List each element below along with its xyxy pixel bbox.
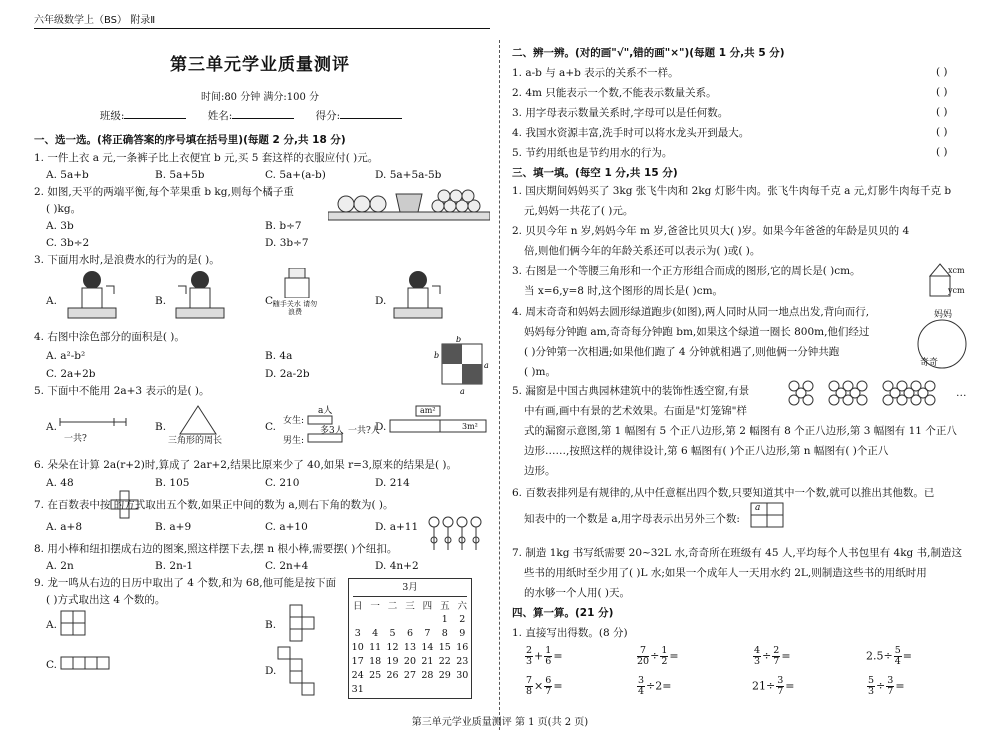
track-kid-label: 奇奇 [920,358,939,368]
q8-option-c: C. 2n+4 [265,560,309,572]
fill5-text-d: 边形……,按照这样的规律设计,第 6 幅图有( )个正八边形,第 n 幅图有( )个正八 [524,445,889,457]
calendar-grid [349,598,471,696]
q5-option-b: B. [155,421,167,433]
q1-option-a: A. 5a+b [46,169,89,181]
calendar-day: 15 [438,641,451,653]
calendar-day: 31 [351,683,364,695]
fig-x-label: xcm [948,266,965,275]
calendar-day: 11 [369,641,382,653]
calendar-day: 1 [441,613,448,625]
calc-item [636,646,679,667]
faucet-wash-figure-a [62,268,122,322]
calendar-day: 2 [459,613,466,625]
fill5-text: 5. 漏窗是中国古典园林建筑中的装饰性透空窗,有景 [512,385,750,397]
march-calendar [348,578,472,699]
calc-item [866,676,905,697]
q5-a-segment [58,408,128,428]
calc-item [524,646,563,667]
exam-meta: 时间:80 分钟 满分:100 分 [200,92,320,103]
tf-answer-box[interactable]: ( ) [936,106,948,118]
calendar-day [436,682,453,696]
q3-option-b: B. [155,295,167,307]
fig-y-label: ycm [948,286,965,295]
calc-fraction-a: $\frac{4}{3}$ [754,645,761,667]
calendar-day [366,682,383,696]
q5-d-label1: am² [420,406,436,415]
fill6-text: 6. 百数表排列是有规律的,从中任意框出四个数,只要知道其中一个数,就可以推出其他数。已 [512,487,935,499]
q2-option-a: A. 3b [46,220,74,232]
svg-text:a: a [484,361,489,370]
calendar-day: 18 [369,655,382,667]
calc-prefix: 2.5÷ [866,649,893,663]
q8-option-d: D. 4n+2 [375,560,419,572]
calendar-day: 25 [369,669,382,681]
calc-prefix: 21÷ [752,679,776,693]
q5-option-d: D. [375,421,387,433]
q7-option-b: B. a+9 [155,521,192,533]
q9-text-cont: ( )方式取出这 4 个数的。 [46,594,166,606]
class-blank[interactable] [124,118,186,119]
q6-option-a: A. 48 [46,477,74,489]
header-rule [34,28,490,29]
calendar-day: 29 [438,669,451,681]
class-label: 班级: [99,110,125,122]
q6-option-d: D. 214 [375,477,410,489]
column-divider [499,40,500,730]
q5-d-label2: 3m² [462,422,478,431]
calendar-day: 17 [351,655,364,667]
calc-fraction-a: $\frac{5}{3}$ [868,675,875,697]
calc-item [524,676,563,697]
q9-option-a: A. [46,619,57,631]
calendar-weekday: 二 [387,601,398,612]
calc-fraction-a: $\frac{7}{20}$ [637,645,650,667]
q7-text: 7. 在百数表中按 的方式取出五个数,如果正中间的数为 a,则右下角的数为( )。 [34,499,394,511]
q5-b-triangle [178,404,218,436]
section-calc: 四、算一算。(21 分) [512,607,614,619]
calendar-day: 26 [386,669,399,681]
fill5-text-b: 中有画,画中有景的艺术效果。右面是"灯笼锦"样 [524,405,747,417]
q1-option-d: D. 5a+5a-5b [375,169,442,181]
calc-equals: = [553,649,563,663]
fill1-text-cont: 元,妈妈一共花了( )元。 [524,205,634,217]
faucet-wash-figure-d [388,268,448,322]
calc1-text: 1. 直接写出得数。(8 分) [512,627,628,639]
calendar-day [454,682,471,696]
calc-fraction-b: $\frac{1}{2}$ [661,645,668,667]
q9-c-shape [60,656,110,672]
q4-text: 4. 右图中涂色部分的面积是( )。 [34,331,185,343]
q7-option-c: C. a+10 [265,521,308,533]
calc-item [636,676,671,697]
q5-a-label: 一共? [64,434,87,444]
q8-text: 8. 用小棒和纽扣摆成右边的图案,照这样摆下去,摆 n 根小棒,需要摆( )个纽扣。 [34,543,398,555]
tf-answer-box[interactable]: ( ) [936,126,948,138]
calc-suffix: ÷2= [646,679,672,693]
fill7-text-c: 的水够一个人用( )天。 [524,587,631,599]
q9-option-d: D. [265,665,277,677]
calendar-weekday: 五 [440,601,450,612]
calc-fraction-b: $\frac{3}{7}$ [887,675,894,697]
calendar-day: 28 [421,669,434,681]
calendar-day [401,612,418,626]
calc-fraction-a: $\frac{7}{8}$ [526,675,533,697]
q9-option-c: C. [46,659,57,671]
fill5-text-c: 式的漏窗示意图,第 1 幅图有 5 个正八边形,第 2 幅图有 8 个正八边形,第 3 幅图有 11 个正八 [524,425,957,437]
box-a-label: a [755,503,761,513]
book-header: 六年级数学上（BS） 附录Ⅱ [34,15,156,26]
calc-item [752,646,791,667]
fill4-text: 4. 周末奇奇和妈妈去圆形绿道跑步(如图),两人同时从同一地点出发,背向而行, [512,306,870,318]
calc-operator: × [534,679,544,693]
fill1-text: 1. 国庆期间妈妈买了 3kg 张飞牛肉和 2kg 灯影牛肉。张飞牛肉每千克 a 元,灯影牛肉每千克 b [512,185,952,197]
q5-option-c: C. [265,421,276,433]
score-label: 得分: [315,110,341,122]
calc-operator: ÷ [876,679,886,693]
q2-option-b: B. b÷7 [265,220,302,232]
calc-fraction-b: $\frac{6}{7}$ [545,675,552,697]
calc-item [866,646,912,667]
save-water-sign: 随手关水 请勿浪费 [272,300,318,316]
calc-operator: ÷ [762,649,772,663]
q6-text: 6. 朵朵在计算 2a(r+2)时,算成了 2ar+2,结果比原来少了 40,如果 r=3,原来的结果是( )。 [34,459,458,471]
tf-item: 5. 节约用纸也是节约用水的行为。 [512,147,673,159]
calendar-day: 10 [351,641,364,653]
calc-equals: = [781,649,791,663]
calc-fraction-a: $\frac{2}{3}$ [526,645,533,667]
fill4-text-c: ( )分钟第一次相遇;如果他们跑了 4 分钟就相遇了,则他俩一分钟共跑 [524,346,840,358]
section-true-false: 二、辨一辨。(对的画"√",错的画"×")(每题 1 分,共 5 分) [512,47,785,59]
fill4-text-d: ( )m。 [524,366,556,378]
calendar-day: 8 [441,627,448,639]
q2-option-d: D. 3b÷7 [265,237,309,249]
q5-b-label: 三角形的周长 [168,436,223,446]
calendar-weekday: 日 [352,601,363,612]
name-blank[interactable] [232,118,294,119]
q9-b-shape [276,604,316,644]
calendar-day: 9 [459,627,466,639]
tf-answer-box[interactable]: ( ) [936,146,948,158]
calendar-day: 6 [406,627,413,639]
q6-option-b: B. 105 [155,477,190,489]
q1-option-b: B. 5a+5b [155,169,205,181]
calendar-day: 21 [421,655,434,667]
q3-text: 3. 下面用水时,是浪费水的行为的是( )。 [34,254,220,266]
calendar-day [384,682,401,696]
q7-option-a: A. a+8 [46,521,82,533]
water-dispenser-figure [277,268,317,298]
q4-option-d: D. 2a-2b [265,368,310,380]
q3-option-a: A. [46,295,57,307]
calendar-day [366,612,383,626]
calendar-day: 30 [456,669,469,681]
fill7-text-b: 些书的用纸时至少用了( )L 水;如果一个成年人一天用水约 2L,则制造这些书的用纸时用 [524,567,927,579]
calc-item [752,676,794,697]
tf-item: 4. 我国水资源丰富,洗手时可以将水龙头开到最大。 [512,127,750,139]
track-mom-label: 妈妈 [934,310,953,320]
tf-item: 3. 用字母表示数量关系时,字母可以是任何数。 [512,107,729,119]
calendar-day: 16 [456,641,469,653]
calc-equals: = [895,679,905,693]
q5-c-bars [306,414,346,444]
calc-fraction-a: $\frac{3}{4}$ [638,675,645,697]
sticks-buttons-figure [426,514,490,554]
student-fields [30,108,490,123]
fill6-text-b: 知表中的一个数是 a,用字母表示出另外三个数: [524,513,740,525]
q4-option-b: B. 4a [265,350,293,362]
calendar-day: 12 [386,641,399,653]
calendar-day [419,682,436,696]
calendar-weekday: 六 [457,601,468,612]
calc-fraction-b: $\frac{5}{4}$ [894,645,901,667]
name-label: 姓名: [207,110,233,122]
fill2-text-cont: 倍,则他们俩今年的年龄关系还可以表示为( )或( )。 [524,245,761,257]
q5-c-more: 多3人 [320,426,344,436]
calc-fraction-b: $\frac{3}{7}$ [777,675,784,697]
q5-option-a: A. [46,421,57,433]
calc-equals: = [553,679,563,693]
calc-operator: + [534,649,544,663]
q5-c-total: 一共?人 [348,426,380,436]
fill4-text-b: 妈妈每分钟跑 am,奇奇每分钟跑 bm,如果这个绿道一圈长 800m,他们经过 [524,326,870,338]
q8-option-a: A. 2n [46,560,74,572]
q9-d-shape [276,646,316,696]
q8-option-b: B. 2n-1 [155,560,194,572]
calendar-day [349,612,366,626]
calc-fraction-b: $\frac{1}{6}$ [545,645,552,667]
calendar-day: 4 [372,627,379,639]
svg-text:a: a [460,387,465,396]
tf-item: 2. 4m 只能表示一个数,不能表示数量关系。 [512,87,717,99]
calc-equals: = [669,649,679,663]
calc-operator: ÷ [650,649,660,663]
q4-option-c: C. 2a+2b [46,368,96,380]
calc-equals: = [785,679,795,693]
calendar-weekday: 一 [370,601,380,612]
faucet-wash-figure-b [170,268,230,322]
calendar-weekday: 三 [405,601,415,612]
calendar-day [419,612,436,626]
calendar-day: 23 [456,655,469,667]
fill7-text: 7. 制造 1kg 书写纸需要 20~32L 水,奇奇所在班级有 45 人,平均每个人书包里有 4kg 书,制造这 [512,547,962,559]
calendar-day: 13 [403,641,417,653]
q2-text-cont: ( )kg。 [46,203,82,215]
q6-option-c: C. 210 [265,477,300,489]
calendar-day: 20 [403,655,417,667]
q7-option-d: D. a+11 [375,521,419,533]
q1-text: 1. 一件上衣 a 元,一条裤子比上衣便宜 b 元,买 5 套这样的衣服应付( )元。 [34,152,379,164]
calendar-day: 7 [424,627,431,639]
cross-shape-figure [110,490,140,520]
q5-c-male: 男生: [283,436,305,446]
tf-answer-box[interactable]: ( ) [936,86,948,98]
calendar-day: 14 [421,641,434,653]
calc-fraction-b: $\frac{2}{7}$ [773,645,780,667]
fill3-text-cont: 当 x=6,y=8 时,这个图形的周长是( )cm。 [524,285,724,297]
q3-option-c: C. [265,295,276,307]
section-fill: 三、填一填。(每空 1 分,共 15 分) [512,167,678,179]
calendar-day: 22 [438,655,451,667]
q5-text: 5. 下面中不能用 2a+3 表示的是( )。 [34,385,210,397]
page-footer: 第三单元学业质量测评 第 1 页(共 2 页) [411,717,589,728]
q9-a-shape [60,610,90,640]
svg-text:b: b [456,336,462,344]
calendar-month: 3月 [402,582,418,593]
calendar-day [384,612,401,626]
calendar-day: 24 [351,669,364,681]
calc-equals: = [902,649,912,663]
lattice-ellipsis: … [956,387,967,399]
fill3-text: 3. 右图是一个等腰三角形和一个正方形组合而成的图形,它的周长是( )cm。 [512,265,861,277]
calendar-day: 3 [354,627,361,639]
fill2-text: 2. 贝贝今年 n 岁,妈妈今年 m 岁,爸爸比贝贝大( )岁。如果今年爸爸的年龄是贝贝的 4 [512,225,910,237]
fill5-text-e: 边形。 [524,465,556,477]
svg-text:b: b [434,351,440,360]
calendar-weekday: 四 [422,601,433,612]
score-blank[interactable] [340,118,402,119]
calendar-day: 19 [386,655,399,667]
q3-option-d: D. [375,295,387,307]
q2-text: 2. 如图,天平的两端平衡,每个苹果重 b kg,则每个橘子重 [34,186,294,198]
calendar-day [401,682,418,696]
q1-option-c: C. 5a+(a-b) [265,169,326,181]
q9-option-b: B. [265,619,277,631]
tf-item: 1. a-b 与 a+b 表示的关系不一样。 [512,67,679,79]
calendar-day: 27 [403,669,417,681]
section-choice: 一、选一选。(将正确答案的序号填在括号里)(每题 2 分,共 18 分) [34,134,346,146]
q4-option-a: A. a²-b² [46,350,86,362]
shaded-square-figure [432,336,492,400]
q5-c-a-label: a人 [318,406,333,416]
q9-text: 9. 龙一鸣从右边的日历中取出了 4 个数,和为 68,他可能是按下面 [34,577,337,589]
page-title: 第三单元学业质量测评 [170,55,350,75]
calendar-day: 5 [389,627,396,639]
q5-c-female: 女生: [283,416,305,426]
lattice-window-figure [786,378,936,412]
tf-answer-box[interactable]: ( ) [936,66,948,78]
balance-scale-figure [328,182,490,230]
q2-option-c: C. 3b÷2 [46,237,90,249]
